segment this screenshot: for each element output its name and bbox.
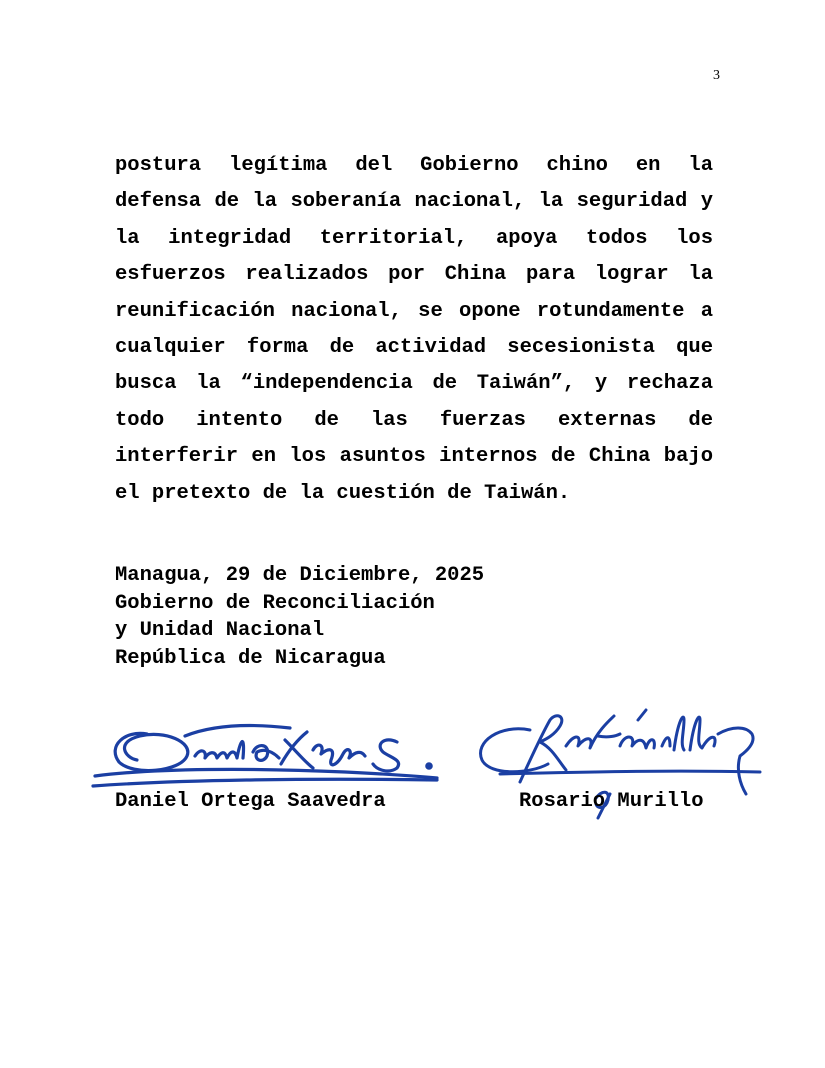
signatory-name-murillo: Rosario Murillo [519, 790, 704, 813]
place-date: Managua, 29 de Diciembre, 2025 [115, 564, 485, 587]
government-line-1: Gobierno de Reconciliación [115, 591, 435, 615]
page-number: 3 [713, 68, 720, 83]
country-line: República de Nicaragua [115, 646, 386, 670]
government-line-2: y Unidad Nacional [115, 619, 325, 642]
signature-ortega [85, 706, 445, 796]
body-paragraph: postura legítima del Gobierno chino en la defensa de la soberanía nacional, la seguridad y la integridad territorial, apoya todos los esfuerzos realizados por China para lograr la reunificación nacional, se opone rotundamente a cualquier forma de actividad secesionista que busca la “independencia de Taiwán”, y rechaza todo intento de las fuerzas externas de interferir en los asuntos internos de China bajo el pretexto de la cuestión de Taiwán. [115, 154, 713, 505]
closing-block [115, 562, 735, 672]
signatory-name-ortega: Daniel Ortega Saavedra [115, 790, 386, 813]
